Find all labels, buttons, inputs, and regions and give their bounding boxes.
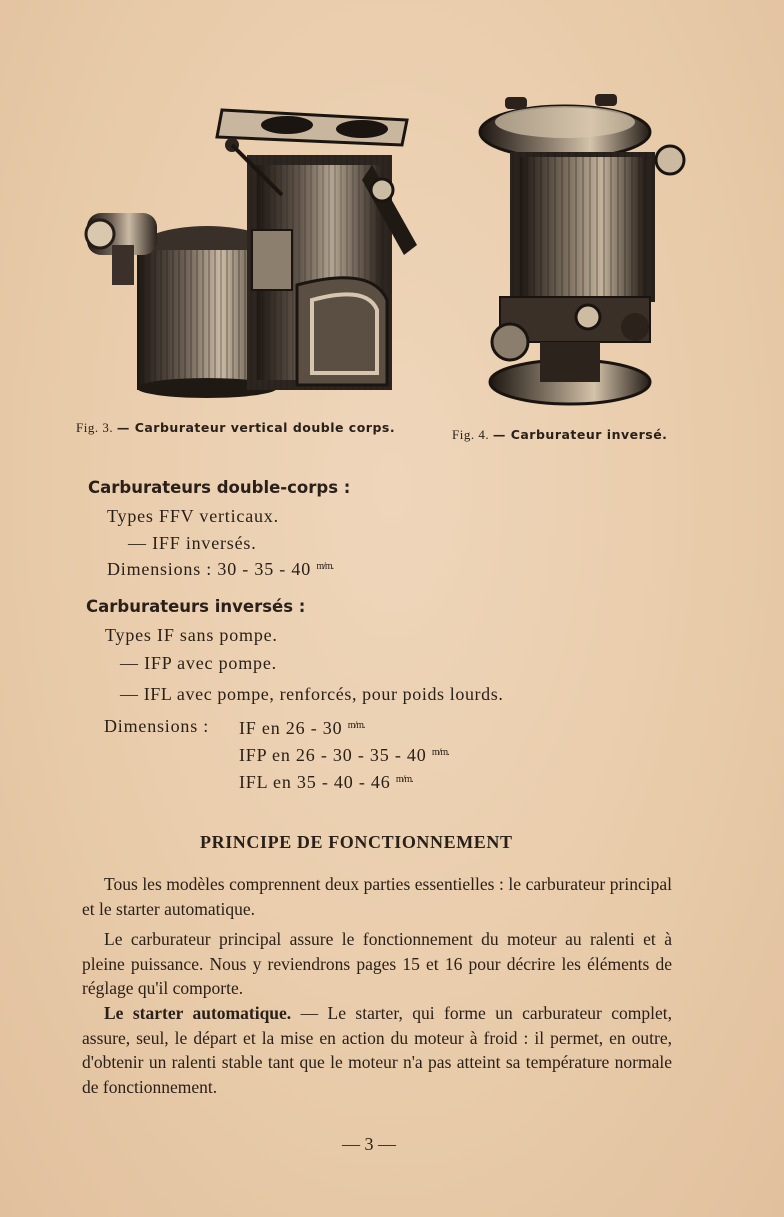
figure-4-title: — Carburateur inversé. (492, 427, 668, 442)
inverses-dimension-2-text: IFP en 26 - 30 - 35 - 40 (239, 745, 427, 765)
double-corps-heading: Carburateurs double-corps : (88, 478, 351, 497)
inverses-line-1: Types IF sans pompe. (105, 625, 278, 645)
figure-3-label: Fig. 3. (76, 420, 114, 435)
double-corps-line-1: Types FFV verticaux. (107, 506, 279, 526)
inverses-dimension-1 (239, 718, 365, 739)
figure-3-caption (76, 420, 395, 436)
paragraph-3 (82, 1001, 672, 1099)
inverses-dimension-2 (239, 745, 449, 766)
inverses-dimension-1-unit: m/m. (347, 720, 365, 731)
inverses-dimension-1-text: IF en 26 - 30 (239, 718, 343, 738)
double-corps-line-2-text: — IFF inversés. (128, 533, 257, 553)
paragraph-3-text: — Le starter, qui forme un carburateur complet, assure, seul, le départ et la mise en action du moteur à froid : il permet, en outre, d'obtenir un ralenti stable tant que le moteur n'a pas atteint sa température normale de fonctionnement. (82, 1003, 673, 1097)
double-corps-dimensions (107, 559, 333, 580)
page-number: — 3 — (342, 1134, 396, 1154)
figure-4-caption (452, 427, 667, 443)
double-corps-line-2 (128, 533, 257, 554)
inverses-dimension-3-text: IFL en 35 - 40 - 46 (239, 772, 391, 792)
figure-3-title: — Carburateur vertical double corps. (116, 420, 396, 435)
double-corps-unit: m/m. (316, 561, 334, 572)
inverses-line-2: — IFP avec pompe. (120, 653, 277, 673)
section-title: PRINCIPE DE FONCTIONNEMENT (200, 832, 513, 852)
double-corps-dimensions-text: Dimensions : 30 - 35 - 40 (107, 559, 311, 579)
inverses-dimension-2-unit: m/m. (431, 747, 449, 758)
inverses-dimension-3 (239, 772, 413, 793)
paragraph-2: Le carburateur principal assure le fonctionnement du moteur au ralenti et à pleine puissance. Nous y reviendrons pages 15 et 16 pour décrire les éléments de réglage qu'il comporte. (82, 929, 672, 998)
inverses-dimension-3-unit: m/m. (395, 774, 413, 785)
figure-3-illustration (82, 95, 427, 405)
paragraph-1: Tous les modèles comprennent deux parties essentielles : le carburateur principal et le starter automatique. (82, 874, 672, 919)
paragraph-3-lead: Le starter automatique. (104, 1003, 292, 1023)
inverses-dimensions-label: Dimensions : (104, 716, 210, 736)
figure-4-illustration (470, 92, 695, 412)
inverses-line-3: — IFL avec pompe, renforcés, pour poids lourds. (120, 684, 504, 704)
figure-4-label: Fig. 4. (452, 427, 490, 442)
inverses-heading: Carburateurs inversés : (86, 597, 306, 616)
